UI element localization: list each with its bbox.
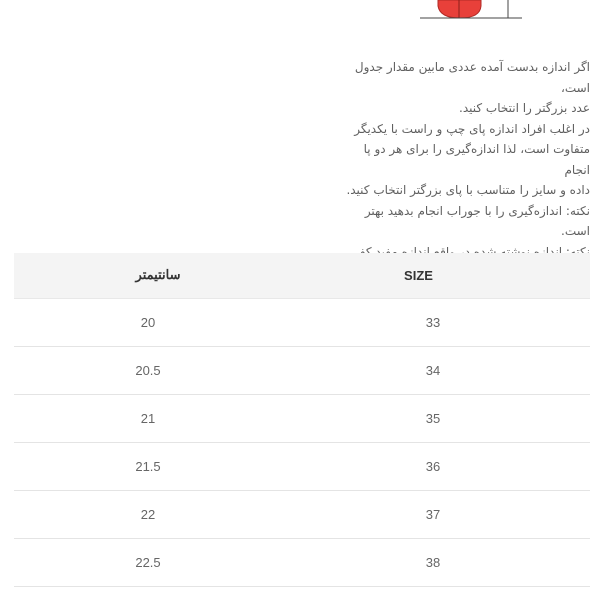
instruction-line: نکته: اندازه نوشته شده در واقع اندازه مفید کفی [349,244,590,259]
size-instructions [340,57,590,283]
instruction-line: اگر اندازه بدست آمده عددی مابین مقدار جدول است، [354,60,590,95]
instruction-line: در اغلب افراد اندازه پای چپ و راست با یکدیگر [354,121,590,136]
table-row [14,538,590,586]
cell-size: 34 [425,362,441,378]
table-row [14,394,590,442]
cell-centimeter: 21 [140,410,156,426]
cell-centimeter: 22 [140,506,156,522]
size-table [14,253,590,587]
header-centimeter: سانتیمتر [135,267,181,283]
foot-measurement-diagram [418,0,528,22]
instruction-line: نکته: اندازه‌گیری را با جوراب انجام بدهید بهتر است. [364,203,590,238]
table-row [14,490,590,538]
cell-size: 38 [425,554,441,570]
cell-centimeter: 20 [140,314,156,330]
instruction-line: عدد بزرگتر را انتخاب کنید. [459,101,590,115]
instruction-line: داخلی است. [527,265,590,279]
table-row [14,346,590,394]
cell-size: 35 [425,410,441,426]
table-row [14,442,590,490]
cell-size: 33 [425,314,441,330]
table-row [14,298,590,346]
cell-centimeter: 20.5 [135,362,161,378]
table-header-row [14,253,590,298]
cell-size: 36 [425,458,441,474]
instruction-line: متفاوت است، لذا اندازه‌گیری را برای هر دو پا انجام [363,142,590,177]
header-size: SIZE [404,267,433,283]
cell-centimeter: 21.5 [135,458,161,474]
instruction-line: داده و سایز را متناسب با پای بزرگتر انتخاب کنید. [346,183,590,197]
cell-size: 37 [425,506,441,522]
cell-centimeter: 22.5 [135,554,161,570]
